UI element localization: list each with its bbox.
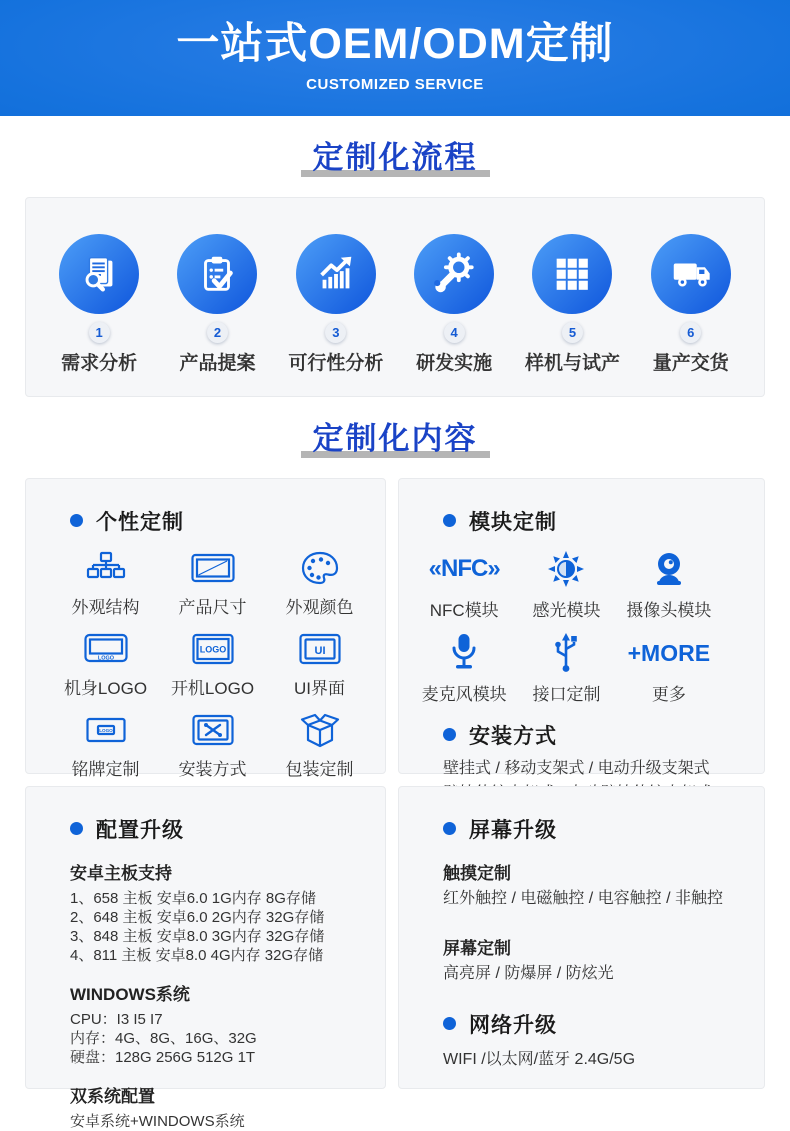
bullet-dot <box>443 728 456 741</box>
personal-item: 外观结构 <box>52 546 159 618</box>
step-circle <box>414 234 494 314</box>
nfc-icon: «NFC» <box>428 555 500 582</box>
personal-items-grid <box>26 536 385 789</box>
android-board-line: 3、848 主板 安卓8.0 3G内存 32G存储 <box>70 927 325 945</box>
nameplate-icon <box>86 715 126 745</box>
process-card <box>25 197 765 397</box>
panel-custom-line: 高亮屏 / 防爆屏 / 防炫光 <box>443 964 614 982</box>
network-line: WIFI /以太网/蓝牙 2.4G/5G <box>443 1050 636 1068</box>
card-title: 屏幕升级 <box>469 818 557 842</box>
screen-upgrade-card <box>398 786 765 1089</box>
module-custom-card <box>398 478 765 777</box>
svg-text:LOGO: LOGO <box>98 727 113 733</box>
card-header <box>399 787 764 844</box>
usb-icon <box>548 632 584 674</box>
personal-item: LOGO 开机LOGO <box>159 627 266 699</box>
module-item: 摄像头模块 <box>618 546 720 621</box>
android-board-title: 安卓主板支持 <box>70 863 172 883</box>
step-label: 可行性分析 <box>288 352 384 374</box>
step-label: 研发实施 <box>416 352 493 374</box>
module-item: 感光模块 <box>515 546 617 621</box>
section-title-content: 定制化内容 <box>313 420 478 459</box>
install-section-header <box>399 714 764 750</box>
content-section-header <box>0 420 790 459</box>
bullet-dot <box>70 514 83 527</box>
process-step-5 <box>513 234 631 396</box>
package-box-icon <box>300 712 340 748</box>
android-board-line: 4、811 主板 安卓8.0 4G内存 32G存储 <box>70 946 324 964</box>
card-header <box>26 787 385 844</box>
windows-title: WINDOWS系统 <box>70 984 190 1004</box>
windows-spec-line: 内存：4G、8G、16G、32G <box>70 1029 257 1047</box>
personal-item: UI UI界面 <box>266 627 373 699</box>
bullet-dot <box>443 1017 456 1030</box>
card-header <box>26 479 385 536</box>
step-number-badge: 4 <box>444 322 465 343</box>
svg-text:UI: UI <box>314 644 325 657</box>
hero-banner <box>0 0 790 116</box>
section-title-process: 定制化流程 <box>313 139 478 178</box>
module-item: 麦克风模块 <box>413 630 515 705</box>
step-number-badge: 2 <box>207 322 228 343</box>
android-board-line: 1、658 主板 安卓6.0 1G内存 8G存储 <box>70 889 316 907</box>
install-title: 安装方式 <box>469 724 557 748</box>
personal-item: 外观颜色 <box>266 546 373 618</box>
more-icon: +MORE <box>627 639 711 666</box>
process-step-6 <box>632 234 750 396</box>
process-step-3 <box>277 234 395 396</box>
boot-logo-icon <box>192 633 234 665</box>
grid-icon <box>549 251 595 297</box>
windows-spec-line: 硬盘：128G 256G 512G 1T <box>70 1048 256 1066</box>
card-title: 模块定制 <box>469 510 557 534</box>
step-circle <box>651 234 731 314</box>
step-number-badge: 6 <box>680 322 701 343</box>
touch-custom-title: 触摸定制 <box>443 863 511 883</box>
body-logo-icon <box>84 633 128 665</box>
microphone-icon <box>446 632 482 674</box>
ui-screen-icon <box>299 633 341 665</box>
page-subtitle: CUSTOMIZED SERVICE <box>306 76 484 93</box>
personal-item: LOGO 机身LOGO <box>52 627 159 699</box>
step-label: 产品提案 <box>179 352 256 374</box>
windows-spec-list <box>26 1010 385 1067</box>
light-sensor-icon <box>546 549 586 589</box>
step-number-badge: 1 <box>89 322 110 343</box>
bullet-dot <box>443 514 456 527</box>
clipboard-check-icon <box>194 251 240 297</box>
svg-text:LOGO: LOGO <box>199 644 226 654</box>
process-step-1 <box>40 234 158 396</box>
step-circle <box>296 234 376 314</box>
process-step-4 <box>395 234 513 396</box>
step-number-badge: 3 <box>325 322 346 343</box>
step-label: 量产交货 <box>652 352 729 374</box>
growth-chart-icon <box>313 251 359 297</box>
personal-item: LOGO 铭牌定制 <box>52 708 159 780</box>
step-circle <box>532 234 612 314</box>
install-line: 壁挂式 / 移动支架式 / 电动升级支架式 <box>443 759 710 777</box>
install-tools-icon <box>192 714 234 746</box>
screen-size-icon <box>191 551 235 585</box>
page-title: 一站式OEM/ODM定制 <box>176 20 614 68</box>
personal-custom-card <box>25 478 386 779</box>
svg-text:LOGO: LOGO <box>97 655 114 661</box>
step-label: 样机与试产 <box>524 352 620 374</box>
card-title: 配置升级 <box>96 818 184 842</box>
truck-icon <box>668 251 714 297</box>
config-upgrade-card <box>25 786 386 1130</box>
process-section-header <box>0 139 790 178</box>
module-item: 接口定制 <box>515 630 617 705</box>
network-section-header <box>399 985 764 1039</box>
step-circle <box>59 234 139 314</box>
camera-icon <box>649 550 689 588</box>
module-item: +MORE 更多 <box>627 639 711 704</box>
network-title: 网络升级 <box>469 1013 557 1037</box>
module-item: «NFC» NFC模块 <box>428 555 500 620</box>
process-step-2 <box>158 234 276 396</box>
module-items-grid <box>399 536 764 714</box>
panel-custom-title: 屏幕定制 <box>443 938 511 958</box>
bullet-dot <box>443 822 456 835</box>
step-number-badge: 5 <box>562 322 583 343</box>
card-title: 个性定制 <box>96 510 184 534</box>
personal-item: 安装方式 <box>159 708 266 780</box>
windows-spec-line: CPU：I3 I5 I7 <box>70 1010 163 1028</box>
personal-item: 产品尺寸 <box>159 546 266 618</box>
android-board-line: 2、648 主板 安卓6.0 2G内存 32G存储 <box>70 908 325 926</box>
structure-icon <box>86 551 126 585</box>
palette-icon <box>300 551 340 585</box>
step-label: 需求分析 <box>61 352 138 374</box>
android-board-list <box>26 889 385 965</box>
dual-system-line: 安卓系统+WINDOWS系统 <box>70 1112 245 1130</box>
wrench-gear-icon <box>431 251 477 297</box>
document-search-icon <box>76 251 122 297</box>
dual-system-title: 双系统配置 <box>70 1086 155 1106</box>
personal-item: 包装定制 <box>266 708 373 780</box>
bullet-dot <box>70 822 83 835</box>
step-circle <box>177 234 257 314</box>
card-header <box>399 479 764 536</box>
touch-custom-line: 红外触控 / 电磁触控 / 电容触控 / 非触控 <box>443 889 724 907</box>
